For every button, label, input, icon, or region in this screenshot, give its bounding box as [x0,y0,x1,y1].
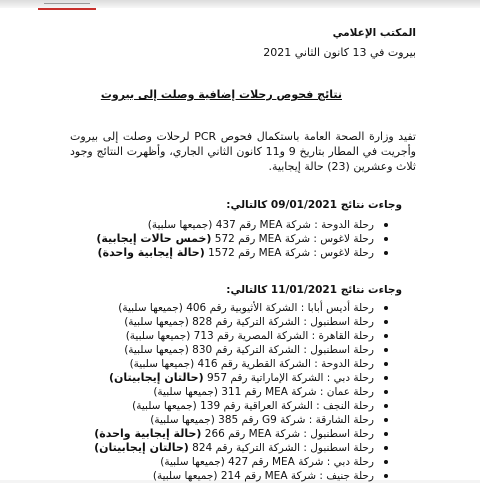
bullet-icon [384,460,388,464]
bullet-icon [384,474,388,478]
section2-flight-list [94,301,388,483]
flight-item [94,371,388,385]
flight-result: (جميعها سلبية) [160,456,225,468]
flight-item [96,246,388,260]
flight-result: (حالة إيجابية واحدة) [97,246,205,259]
flight-item [94,357,388,371]
bullet-icon [384,390,388,394]
bullet-icon [384,334,388,338]
flight-result: (جميعها سلبية) [125,330,191,342]
flight-text: رحلة دبي : الشركة الإماراتية رقم 957 [206,372,374,384]
dateline: بيروت في 13 كانون الثاني 2021 [263,46,416,59]
section2-heading: وجاءت نتائج 11/01/2021 كالتالي: [226,284,402,296]
bullet-icon [384,362,388,366]
flight-item [96,232,388,246]
flight-item [94,385,388,399]
flight-text: رحلة عمان : شركة MEA رقم 311 [221,386,374,398]
flight-result: (جميعها سلبية) [129,358,195,370]
flight-text: رحلة اسطنبول : الشركة التركية رقم 830 [192,344,374,356]
flight-item [94,441,388,455]
bullet-icon [384,251,388,255]
flight-text: رحلة اسطنبول : الشركة التركية رقم 828 [192,316,374,328]
flight-result: (حالتان إيجابيتان) [108,371,204,384]
flight-text: رحلة لاغوس : شركة MEA رقم 572 [214,233,374,245]
flight-item [94,301,388,315]
bullet-icon [384,446,388,450]
bullet-icon [384,376,388,380]
bullet-icon [384,306,388,310]
flight-result: (حالتان إيجابيتان) [94,441,189,454]
bullet-icon [384,223,388,227]
bullet-icon [384,237,388,241]
flight-item [94,469,388,483]
intro-paragraph: تفيد وزارة الصحة العامة باستكمال فحوص PCR لرحلات وصلت إلى بيروت وأجريت في المطار بتاريخ 9 و11 كانون الثاني الجاري، وأظهرت النتائج وجود ثلاث وعشرين (23) حالة إيجابية. [70,130,416,173]
flight-result: (جميعها سلبية) [124,316,189,328]
section1-flight-list [96,218,388,260]
bullet-icon [384,348,388,352]
bullet-icon [384,418,388,422]
flight-text: رحلة الدوحة : شركة MEA رقم 437 [215,219,374,231]
flight-result: (جميعها سلبية) [124,344,189,356]
flight-item [94,455,388,469]
flight-text: رحلة اسطنبول : الشركة التركية رقم 824 [192,442,374,454]
flight-text: رحلة لاغوس : شركة MEA رقم 1572 [208,247,374,259]
flight-text: رحلة اسطنبول : شركة MEA رقم 266 [204,428,374,440]
ministry-stamp [38,0,96,10]
flight-result: (حالة إيجابية واحدة) [94,427,202,440]
office-heading: المكتب الإعلامي [332,27,416,39]
flight-text: رحلة القاهرة : الشركة المصرية رقم 713 [193,330,374,342]
flight-item [94,413,388,427]
flight-result: (جميعها سلبية) [150,414,215,426]
flight-text: رحلة النجف : الشركة العراقية رقم 139 [200,400,374,412]
flight-item [96,218,388,232]
flight-result: (جميعها سلبية) [118,302,183,314]
flight-text: رحلة الشارقة : شركة G9 رقم 385 [218,414,374,426]
flight-result: (جميعها سلبية) [132,400,197,412]
flight-text: رحلة جنيف : شركة MEA رقم 214 [220,470,374,482]
flight-text: رحلة دبي : شركة MEA رقم 427 [228,456,374,468]
flight-result: (جميعها سلبية) [153,386,218,398]
flight-item [94,329,388,343]
flight-result: (جميعها سلبية) [152,470,218,482]
flight-item [94,427,388,441]
flight-item [94,399,388,413]
document-title: نتائج فحوص رحلات إضافية وصلت إلى بيروت [100,88,342,101]
flight-text: رحلة الدوحة : الشركة القطرية رقم 416 [197,358,374,370]
flight-item [94,315,388,329]
bullet-icon [384,320,388,324]
flight-item [94,343,388,357]
bullet-icon [384,404,388,408]
flight-text: رحلة أديس أبابا : الشركة الأثيوبية رقم 406 [186,302,374,314]
flight-result: (جميعها سلبية) [147,219,213,231]
bullet-icon [384,432,388,436]
flight-result: (خمس حالات إيجابية) [96,232,212,245]
section1-heading: وجاءت نتائج 09/01/2021 كالتالي: [226,199,402,211]
